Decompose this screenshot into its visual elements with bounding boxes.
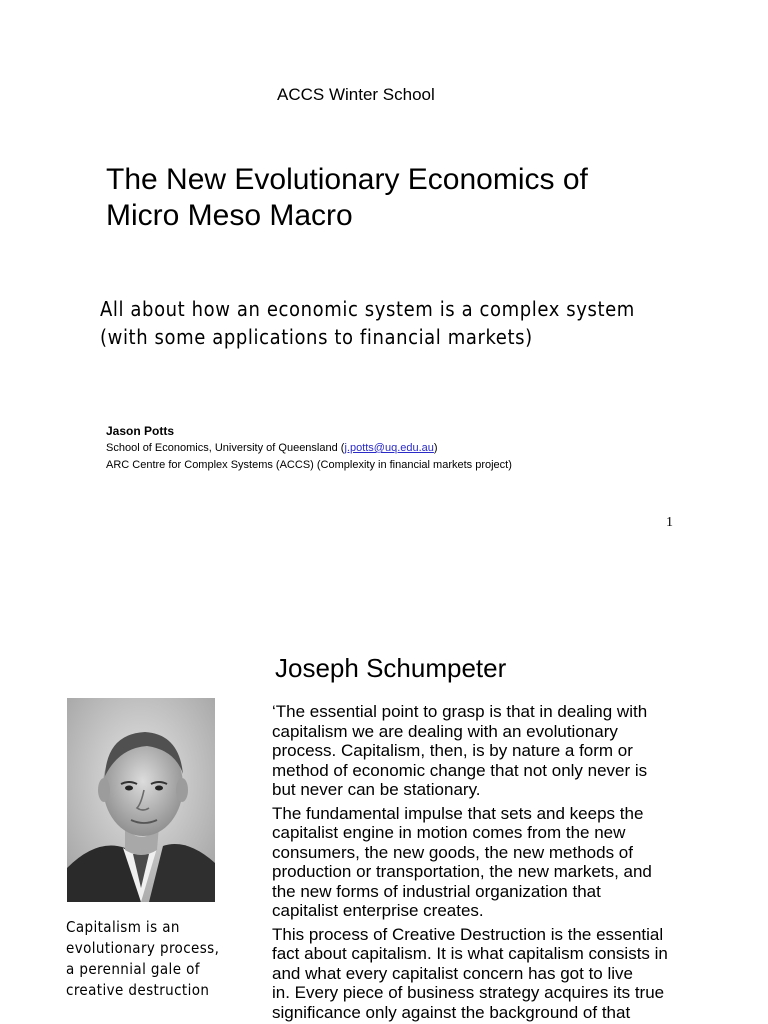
page-title xyxy=(106,162,588,234)
affiliation-line xyxy=(106,440,512,457)
caption-line: Capitalism is an xyxy=(66,918,180,936)
title-line: The New Evolutionary Economics of xyxy=(106,163,588,196)
school-label: ACCS Winter School xyxy=(277,85,435,104)
quote-line: capitalist enterprise creates. xyxy=(272,901,484,920)
caption-line: creative destruction xyxy=(66,981,210,999)
quote-line: the new forms of industrial organization that xyxy=(272,881,601,901)
portrait-photo xyxy=(67,698,215,902)
affiliation-suffix: ) xyxy=(433,442,438,454)
author-name: Jason Potts xyxy=(106,424,175,438)
schumpeter-quote xyxy=(272,702,712,1024)
quote-paragraph-2 xyxy=(272,804,712,921)
subtitle-line: (with some applications to financial markets) xyxy=(100,325,533,349)
quote-line: fact about capitalism. It is what capitalism consists in xyxy=(272,944,668,963)
quote-line: but never can be stationary. xyxy=(272,780,481,799)
affiliation-line-2: ARC Centre for Complex Systems (ACCS) (Complexity in financial markets project) xyxy=(106,459,512,471)
quote-line: production or transportation, the new markets, and xyxy=(272,862,652,881)
quote-line: method of economic change that not only never is xyxy=(272,760,648,780)
caption-line: a perennial gale of xyxy=(66,960,200,978)
quote-line: consumers, the new goods, the new methods of xyxy=(272,842,633,862)
quote-paragraph-1 xyxy=(272,702,712,800)
subtitle xyxy=(100,295,635,351)
quote-line: ‘The essential point to grasp is that in dealing with xyxy=(272,702,648,721)
quote-line: in. Every piece of business strategy acquires its true xyxy=(272,983,665,1002)
slide-title: Joseph Schumpeter xyxy=(275,653,507,683)
affiliation-text: School of Economics, University of Queensland ( xyxy=(106,442,345,454)
caption-line: evolutionary process, xyxy=(66,939,220,957)
quote-line: process. Capitalism, then, is by nature a form or xyxy=(272,741,633,760)
email-link[interactable]: j.potts@uq.edu.au xyxy=(344,442,434,454)
subtitle-line: All about how an economic system is a complex system xyxy=(100,297,635,321)
page-number: 1 xyxy=(666,515,673,530)
quote-line: and what every capitalist concern has got to live xyxy=(272,963,633,983)
author-block xyxy=(106,423,512,474)
portrait-illustration xyxy=(67,698,215,902)
quote-paragraph-3 xyxy=(272,925,712,1023)
quote-line: capitalist engine in motion comes from the new xyxy=(272,823,626,842)
quote-line: capitalism we are dealing with an evolutionary xyxy=(272,721,618,741)
title-line: Micro Meso Macro xyxy=(106,199,353,232)
quote-line: significance only against the background of that xyxy=(272,1002,631,1022)
quote-line: The fundamental impulse that sets and keeps the xyxy=(272,803,644,823)
quote-line: This process of Creative Destruction is the essential xyxy=(272,924,664,944)
photo-caption xyxy=(66,917,219,1001)
